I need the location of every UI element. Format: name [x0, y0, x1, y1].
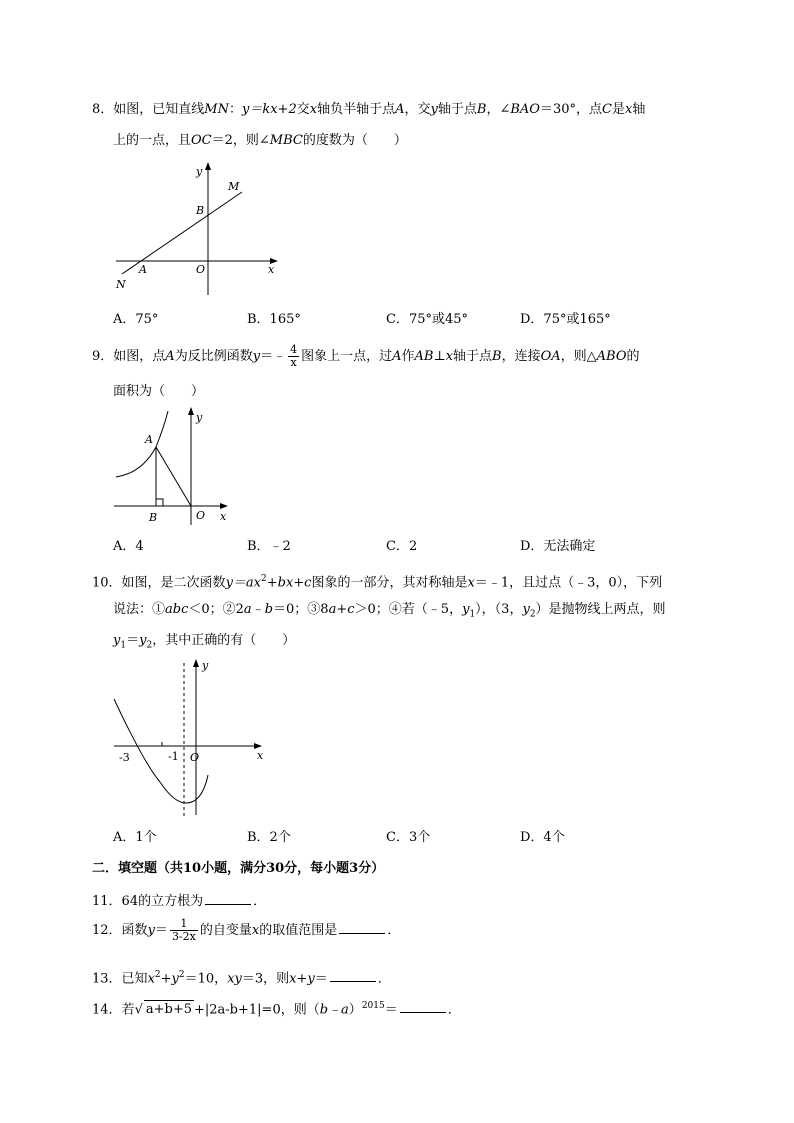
q10-figure: [110, 655, 275, 820]
q8-label-o: O: [196, 263, 206, 276]
q9-label-b: B: [149, 511, 158, 524]
q14-answer-blank: [400, 1000, 446, 1013]
q8-label-a: A: [139, 263, 147, 276]
q14: 14．若√ a+b+5 +|2a-b+1|=0，则（b﹣a）$^{2015}$＝ ．: [92, 1001, 461, 1018]
q10-line2: 说法：①abc＜0；②2a﹣b＝0；③8a+c＞0；④若（﹣5，$y_1$），（3，$y_2$）是抛物线上两点，则: [113, 602, 666, 620]
q8-label-n: N: [116, 278, 126, 291]
q10-line3: $y_1=y_2$，其中正确的有（ ）: [113, 633, 296, 651]
q12: 12．函数y＝ $\frac{1}{3-2x}$ 的自变量x的取值范围是 ．: [92, 917, 401, 943]
q13-answer-blank: [330, 969, 376, 982]
q8-line2: 上的一点，且OC＝2，则∠MBC的度数为（ ）: [113, 133, 407, 148]
q8-option-a: A．75°: [113, 312, 159, 327]
q8-line1: 8．如图，已知直线MN：y＝kx+2交x轴负半轴于点A，交y轴于点B，∠BAO＝30°，点C是x轴: [92, 102, 646, 117]
section-2-heading: 二．填空题（共10小题，满分30分，每小题3分）: [92, 861, 385, 876]
sqrt-sign: √: [134, 1002, 143, 1018]
q10-option-c: C．3个: [386, 830, 431, 845]
q8-figure: [110, 160, 290, 300]
q10-label-x: x: [257, 749, 264, 762]
q10-label-minus1: -1: [168, 750, 179, 763]
q9-label-x: x: [220, 510, 227, 523]
q9-label-a: A: [145, 433, 153, 446]
q8-label-m: M: [228, 180, 240, 193]
q9-line2: 面积为（ ）: [113, 384, 205, 399]
q10-option-a: A．1个: [113, 830, 157, 845]
q8-label-y: y: [196, 165, 203, 178]
q10-label-o: O: [190, 751, 200, 764]
q8-label-x: x: [268, 263, 275, 276]
q12-answer-blank: [339, 921, 385, 934]
q12-fraction: $\frac{1}{3-2x}$: [171, 917, 196, 943]
q10-label-y: y: [202, 659, 209, 672]
q13: 13．已知$x^2+y^2=10$，xy＝3，则x+y＝ ．: [92, 970, 391, 987]
q8-option-d: D．75°或165°: [520, 312, 611, 327]
q9-line1: 9．如图，点A为反比例函数y＝﹣ $\frac{4}{x}$ 图象上一点，过A作AB⊥x轴于点B，连接OA，则△ABO的: [92, 343, 640, 369]
q9-fraction: $\frac{4}{x}$: [290, 343, 298, 369]
q8-label-b: B: [196, 204, 205, 217]
q8-option-c: C．75°或45°: [386, 312, 469, 327]
q10-option-b: B．2个: [247, 830, 291, 845]
q9-option-d: D．无法确定: [520, 539, 596, 554]
q11: 11．64的立方根为 ．: [92, 894, 267, 909]
q9-figure: [110, 405, 240, 530]
q11-answer-blank: [205, 892, 251, 905]
q9-label-o: O: [196, 509, 206, 522]
q9-option-b: B．﹣2: [247, 539, 291, 554]
q9-option-c: C．2: [386, 539, 418, 554]
q8-option-b: B．165°: [247, 312, 301, 327]
q9-label-y: y: [196, 411, 203, 424]
q9-option-a: A．4: [113, 539, 144, 554]
q10-option-d: D．4个: [520, 830, 565, 845]
q10-label-minus3: -3: [119, 751, 130, 764]
q10-line1: 10．如图，是二次函数$y=ax^2+bx+c$图象的一部分，其对称轴是x＝﹣1，且过点（﹣3，0），下列: [92, 574, 663, 591]
